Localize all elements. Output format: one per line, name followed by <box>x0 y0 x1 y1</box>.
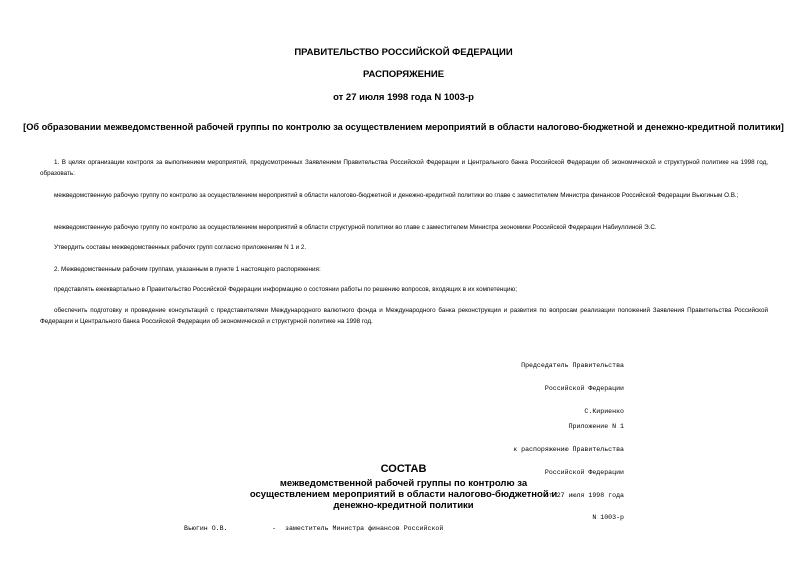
sostav-subtitle <box>0 478 807 511</box>
appendix-line-2: к распоряжению Правительства <box>513 445 624 453</box>
member-dash: - <box>272 525 276 532</box>
sostav-subtitle-line-3: денежно-кредитной политики <box>333 500 474 511</box>
sostav-subtitle-line-2: осуществлением мероприятий в области налогово-бюджетной и <box>249 489 558 500</box>
appendix-line-4: от 27 июля 1998 года <box>544 491 624 499</box>
date-number-heading: от 27 июля 1998 года N 1003-р <box>333 92 474 103</box>
paragraph-4: Утвердить составы межведомственных рабочих групп согласно приложениям N 1 и 2. <box>54 244 307 251</box>
paragraph-3: межведомственную рабочую группу по контролю за осуществлением мероприятий в области структурной политики во главе с заместителем Министра экономики Российской Федерации Набиуллиной Э.С. <box>54 224 657 231</box>
appendix-line-5: N 1003-р <box>592 514 624 522</box>
signature-line-1: Председатель Правительства <box>521 362 624 370</box>
government-heading: ПРАВИТЕЛЬСТВО РОССИЙСКОЙ ФЕДЕРАЦИИ <box>294 47 513 58</box>
member-name: Вьюгин О.В. <box>184 525 228 532</box>
member-role: заместитель Министра финансов Российской <box>285 525 444 532</box>
signature-line-3: С.Кириенко <box>584 407 624 415</box>
appendix-line-1: Приложение N 1 <box>568 423 624 431</box>
document-title: [Об образовании межведомственной рабочей группы по контролю за осуществлением мероприятий в области налогово-бюджетной и денежно-кредитной политики] <box>23 122 784 132</box>
paragraph-1: 1. В целях организации контроля за выполнением мероприятий, предусмотренных Заявлением Правительства Российской Федерации и Центрального банка Российской Федерации об экономической и структурной политике на 1998 год, образовать: <box>40 159 768 177</box>
paragraph-6: представлять ежеквартально в Правительство Российской Федерации информацию о состоянии работы по решению вопросов, входящих в их компетенцию; <box>54 286 517 293</box>
sostav-heading: СОСТАВ <box>380 463 427 475</box>
paragraph-2: межведомственную рабочую группу по контролю за осуществлением мероприятий в области налогово-бюджетной и денежно-кредитной политики во главе с заместителем Министра финансов Российской Федерации Вьюгиным О.В.; <box>54 192 739 199</box>
doc-type-heading: РАСПОРЯЖЕНИЕ <box>362 69 445 80</box>
appendix-line-3: Российской Федерации <box>544 468 624 476</box>
sostav-subtitle-line-1: межведомственной рабочей группы по контролю за <box>279 478 528 489</box>
paragraph-7: обеспечить подготовку и проведение консультаций с представителями Международного валютного фонда и Международного банка реконструкции и развития по вопросам реализации положений Заявления Правительства Российской Федерации и Центрального банка Российской Федерации об экономической и структурной политике на 1998 год. <box>40 307 768 325</box>
paragraph-5: 2. Межведомственным рабочим группам, указанным в пункте 1 настоящего распоряжения: <box>54 266 321 273</box>
signature-line-2: Российской Федерации <box>544 384 624 392</box>
